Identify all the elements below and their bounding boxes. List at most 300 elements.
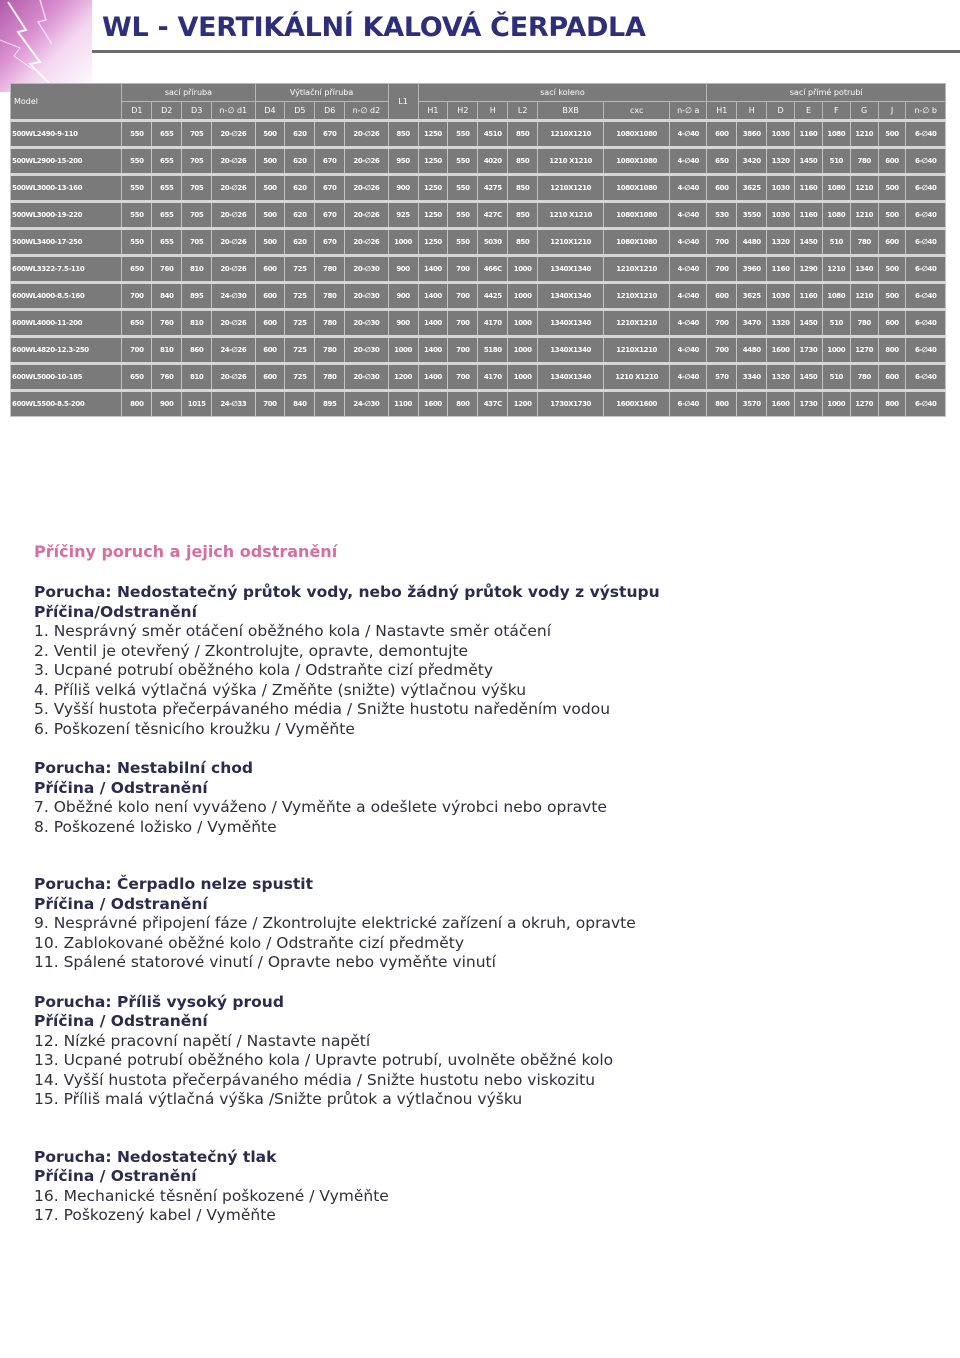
table-cell: 550 — [122, 121, 152, 148]
table-cell: 725 — [285, 310, 315, 337]
table-cell: 800 — [707, 391, 737, 417]
table-cell: 650 — [122, 310, 152, 337]
table-cell: 1015 — [182, 391, 212, 417]
table-cell: 1160 — [795, 175, 823, 202]
table-cell: 1340X1340 — [538, 256, 604, 283]
table-cell: 850 — [388, 121, 418, 148]
table-cell: 600 — [255, 337, 285, 364]
table-cell: 4-∅40 — [670, 256, 707, 283]
table-cell: 550 — [448, 148, 478, 175]
table-cell: 427C — [478, 202, 508, 229]
table-cell: 1400 — [418, 310, 448, 337]
table-cell: 3470 — [737, 310, 767, 337]
table-cell: 1600X1600 — [604, 391, 670, 417]
table-cell: 24-∅30 — [212, 283, 255, 310]
fault-block — [34, 875, 934, 973]
table-subheader-row — [11, 102, 946, 121]
table-row — [11, 256, 946, 283]
table-cell: 1320 — [767, 148, 795, 175]
table-cell: 20-∅26 — [212, 202, 255, 229]
table-cell: 700 — [122, 337, 152, 364]
table-cell: 1210X1210 — [604, 310, 670, 337]
table-cell: 670 — [315, 229, 345, 256]
table-cell: 620 — [285, 202, 315, 229]
table-cell: 20-∅26 — [212, 229, 255, 256]
remedy-item: 8. Poškozené ložisko / Vyměňte — [34, 817, 277, 836]
table-cell: 1160 — [795, 283, 823, 310]
table-body — [11, 121, 946, 417]
column-header-l1: L1 — [388, 84, 418, 121]
table-cell: 1270 — [850, 391, 878, 417]
table-cell: 950 — [388, 148, 418, 175]
table-cell: 20-∅26 — [345, 148, 388, 175]
table-cell: 700 — [448, 337, 478, 364]
column-header: cxc — [604, 102, 670, 121]
table-cell: 700 — [707, 229, 737, 256]
table-cell: 780 — [850, 148, 878, 175]
table-cell: 4480 — [737, 337, 767, 364]
remedy-item: 2. Ventil je otevřený / Zkontrolujte, opravte, demontujte — [34, 641, 469, 660]
remedy-item: 3. Ucpané potrubí oběžného kola / Odstraňte cizí předměty — [34, 661, 494, 679]
table-cell: 705 — [182, 229, 212, 256]
table-row — [11, 391, 946, 417]
table-cell: 6-∅40 — [906, 121, 946, 148]
table-cell: 1080 — [822, 283, 850, 310]
table-cell: 550 — [448, 121, 478, 148]
model-cell: 600WL3322-7.5-110 — [11, 256, 122, 283]
column-header: L2 — [508, 102, 538, 121]
table-cell: 1080 — [822, 175, 850, 202]
column-header: D5 — [285, 102, 315, 121]
table-cell: 620 — [285, 175, 315, 202]
column-header: n-∅ d2 — [345, 102, 388, 121]
table-row — [11, 148, 946, 175]
table-cell: 655 — [152, 175, 182, 202]
table-cell: 4-∅40 — [670, 337, 707, 364]
table-row — [11, 310, 946, 337]
table-cell: 24-∅33 — [212, 391, 255, 417]
table-cell: 1340X1340 — [538, 283, 604, 310]
table-cell: 725 — [285, 256, 315, 283]
table-cell: 840 — [152, 283, 182, 310]
table-cell: 700 — [255, 391, 285, 417]
table-cell: 1100 — [388, 391, 418, 417]
table-cell: 810 — [182, 256, 212, 283]
table-cell: 1210X1210 — [604, 283, 670, 310]
table-cell: 895 — [182, 283, 212, 310]
cause-label: Příčina / Odstranění — [34, 894, 208, 913]
table-cell: 1080 — [822, 202, 850, 229]
table-cell: 1080X1080 — [604, 229, 670, 256]
remedy-item: 10. Zablokované oběžné kolo / Odstraňte cizí předměty — [34, 933, 464, 952]
column-header-model: Model — [11, 84, 122, 121]
table-cell: 900 — [388, 175, 418, 202]
table-cell: 5030 — [478, 229, 508, 256]
table-cell: 20-∅30 — [345, 283, 388, 310]
remedy-item: 17. Poškozený kabel / Vyměňte — [34, 1206, 276, 1224]
table-cell: 1730 — [795, 337, 823, 364]
table-cell: 1210X1210 — [538, 121, 604, 148]
spec-table — [10, 83, 946, 417]
table-cell: 705 — [182, 202, 212, 229]
model-cell: 600WL5000-10-185 — [11, 364, 122, 391]
model-cell: 600WL4820-12.3-250 — [11, 337, 122, 364]
table-cell: 1000 — [508, 256, 538, 283]
table-cell: 466C — [478, 256, 508, 283]
table-cell: 700 — [448, 364, 478, 391]
table-cell: 700 — [707, 337, 737, 364]
table-cell: 600 — [255, 256, 285, 283]
table-cell: 800 — [878, 391, 906, 417]
table-cell: 655 — [152, 229, 182, 256]
table-cell: 1210X1210 — [604, 337, 670, 364]
table-cell: 860 — [182, 337, 212, 364]
fault-title: Porucha: Nestabilní chod — [34, 759, 253, 777]
table-cell: 550 — [448, 229, 478, 256]
table-cell: 4170 — [478, 310, 508, 337]
table-cell: 1340X1340 — [538, 364, 604, 391]
table-cell: 4-∅40 — [670, 121, 707, 148]
table-cell: 1600 — [418, 391, 448, 417]
table-cell: 6-∅40 — [906, 337, 946, 364]
table-cell: 6-∅40 — [906, 229, 946, 256]
column-header: H1 — [707, 102, 737, 121]
column-header: n-∅ b — [906, 102, 946, 121]
group-header-discharge-flange: Výtlační příruba — [255, 84, 388, 102]
table-cell: 780 — [850, 310, 878, 337]
table-cell: 600 — [878, 148, 906, 175]
table-cell: 1000 — [508, 283, 538, 310]
table-cell: 760 — [152, 310, 182, 337]
table-cell: 1400 — [418, 283, 448, 310]
fault-title: Porucha: Nedostatečný tlak — [34, 1147, 277, 1166]
cause-label: Příčina / Ostranění — [34, 1167, 197, 1185]
table-cell: 1340X1340 — [538, 310, 604, 337]
table-cell: 810 — [182, 310, 212, 337]
table-cell: 4275 — [478, 175, 508, 202]
table-cell: 725 — [285, 364, 315, 391]
fault-title: Porucha: Čerpadlo nelze spustit — [34, 875, 314, 893]
table-cell: 850 — [508, 202, 538, 229]
table-cell: 500 — [255, 202, 285, 229]
table-cell: 1080 — [822, 121, 850, 148]
table-cell: 24-∅26 — [212, 337, 255, 364]
table-cell: 620 — [285, 229, 315, 256]
fault-block — [34, 759, 934, 837]
table-cell: 550 — [448, 175, 478, 202]
column-header: BXB — [538, 102, 604, 121]
table-cell: 705 — [182, 121, 212, 148]
table-cell: 600 — [878, 310, 906, 337]
table-cell: 20-∅26 — [212, 364, 255, 391]
table-cell: 1080X1080 — [604, 148, 670, 175]
remedy-item: 5. Vyšší hustota přečerpávaného média / Snižte hustotu naředěním vodou — [34, 700, 611, 718]
table-cell: 780 — [315, 310, 345, 337]
table-cell: 4-∅40 — [670, 202, 707, 229]
table-cell: 1210 — [850, 202, 878, 229]
table-row — [11, 175, 946, 202]
table-cell: 20-∅26 — [212, 148, 255, 175]
table-cell: 1400 — [418, 256, 448, 283]
table-cell: 4-∅40 — [670, 310, 707, 337]
table-cell: 1730 — [795, 391, 823, 417]
model-cell: 500WL2490-9-110 — [11, 121, 122, 148]
table-cell: 655 — [152, 121, 182, 148]
table-cell: 500 — [878, 175, 906, 202]
remedy-item: 15. Příliš malá výtlačná výška /Snižte průtok a výtlačnou výšku — [34, 1090, 523, 1108]
table-cell: 4480 — [737, 229, 767, 256]
table-cell: 4170 — [478, 364, 508, 391]
table-cell: 550 — [122, 148, 152, 175]
table-cell: 925 — [388, 202, 418, 229]
table-cell: 1160 — [767, 256, 795, 283]
table-cell: 20-∅26 — [212, 175, 255, 202]
table-cell: 550 — [122, 202, 152, 229]
table-cell: 1030 — [767, 202, 795, 229]
table-cell: 780 — [315, 364, 345, 391]
fault-title: Porucha: Nedostatečný průtok vody, nebo žádný průtok vody z výstupu — [34, 583, 660, 601]
column-header: F — [822, 102, 850, 121]
table-cell: 800 — [122, 391, 152, 417]
column-header: H2 — [448, 102, 478, 121]
table-cell: 1000 — [508, 310, 538, 337]
table-cell: 1340 — [850, 256, 878, 283]
table-cell: 1210X1210 — [538, 229, 604, 256]
column-header: H — [478, 102, 508, 121]
table-cell: 650 — [707, 148, 737, 175]
table-cell: 620 — [285, 148, 315, 175]
troubleshooting-blocks — [34, 583, 934, 1226]
table-cell: 1450 — [795, 310, 823, 337]
table-cell: 1000 — [388, 337, 418, 364]
table-cell: 780 — [850, 364, 878, 391]
remedy-item: 16. Mechanické těsnění poškozené / Vyměňte — [34, 1186, 389, 1205]
table-cell: 1200 — [508, 391, 538, 417]
table-cell: 6-∅40 — [906, 310, 946, 337]
table-cell: 1080X1080 — [604, 202, 670, 229]
table-cell: 760 — [152, 364, 182, 391]
table-cell: 1030 — [767, 175, 795, 202]
table-cell: 600 — [255, 283, 285, 310]
table-cell: 800 — [448, 391, 478, 417]
table-cell: 1210 X1210 — [538, 202, 604, 229]
table-cell: 6-∅40 — [906, 364, 946, 391]
model-cell: 600WL4000-11-200 — [11, 310, 122, 337]
lightning-decoration — [0, 0, 92, 92]
table-cell: 4-∅40 — [670, 148, 707, 175]
table-cell: 500 — [255, 175, 285, 202]
table-cell: 725 — [285, 283, 315, 310]
page-title: WL - VERTIKÁLNÍ KALOVÁ ČERPADLA — [102, 12, 646, 43]
table-cell: 650 — [122, 256, 152, 283]
column-header: H1 — [418, 102, 448, 121]
table-cell: 5180 — [478, 337, 508, 364]
table-group-header-row — [11, 84, 946, 102]
table-cell: 600 — [255, 364, 285, 391]
table-cell: 840 — [285, 391, 315, 417]
table-cell: 3550 — [737, 202, 767, 229]
column-header: D3 — [182, 102, 212, 121]
remedy-item: 1. Nesprávný směr otáčení oběžného kola / Nastavte směr otáčení — [34, 622, 552, 640]
table-cell: 500 — [878, 283, 906, 310]
table-cell: 1320 — [767, 229, 795, 256]
table-cell: 510 — [822, 229, 850, 256]
table-cell: 6-∅40 — [670, 391, 707, 417]
table-cell: 4-∅40 — [670, 283, 707, 310]
table-cell: 780 — [850, 229, 878, 256]
table-cell: 20-∅30 — [345, 256, 388, 283]
table-cell: 550 — [448, 202, 478, 229]
table-cell: 1000 — [508, 364, 538, 391]
remedy-item: 7. Oběžné kolo není vyváženo / Vyměňte a odešlete výrobci nebo opravte — [34, 798, 607, 816]
fault-block — [34, 1148, 934, 1226]
table-cell: 20-∅30 — [345, 310, 388, 337]
cause-label: Příčina / Odstranění — [34, 1012, 208, 1030]
model-cell: 600WL4000-8.5-160 — [11, 283, 122, 310]
table-cell: 600 — [878, 364, 906, 391]
column-header: D6 — [315, 102, 345, 121]
table-cell: 700 — [122, 283, 152, 310]
table-cell: 700 — [448, 310, 478, 337]
table-cell: 3960 — [737, 256, 767, 283]
table-cell: 1730X1730 — [538, 391, 604, 417]
column-header: D4 — [255, 102, 285, 121]
table-cell: 1160 — [795, 202, 823, 229]
model-cell: 500WL3000-13-160 — [11, 175, 122, 202]
cause-label: Příčina / Odstranění — [34, 778, 208, 797]
table-cell: 1340X1340 — [538, 337, 604, 364]
lightning-icon — [0, 0, 92, 92]
table-cell: 4425 — [478, 283, 508, 310]
column-header: H — [737, 102, 767, 121]
table-cell: 1320 — [767, 310, 795, 337]
table-cell: 6-∅40 — [906, 148, 946, 175]
table-cell: 20-∅26 — [345, 121, 388, 148]
table-cell: 1200 — [388, 364, 418, 391]
table-cell: 800 — [878, 337, 906, 364]
table-cell: 6-∅40 — [906, 202, 946, 229]
table-cell: 1030 — [767, 121, 795, 148]
table-cell: 705 — [182, 148, 212, 175]
table-cell: 850 — [508, 175, 538, 202]
column-header: D2 — [152, 102, 182, 121]
table-cell: 1000 — [822, 391, 850, 417]
table-cell: 670 — [315, 202, 345, 229]
table-cell: 500 — [878, 121, 906, 148]
table-cell: 1210 — [850, 175, 878, 202]
table-cell: 500 — [878, 256, 906, 283]
table-cell: 900 — [152, 391, 182, 417]
table-cell: 550 — [122, 175, 152, 202]
troubleshooting-heading: Příčiny poruch a jejich odstranění — [34, 542, 338, 561]
table-cell: 4-∅40 — [670, 364, 707, 391]
model-cell: 500WL3000-19-220 — [11, 202, 122, 229]
table-cell: 20-∅26 — [345, 229, 388, 256]
model-cell: 500WL3400-17-250 — [11, 229, 122, 256]
table-cell: 725 — [285, 337, 315, 364]
table-cell: 810 — [152, 337, 182, 364]
table-cell: 1160 — [795, 121, 823, 148]
table-cell: 6-∅40 — [906, 391, 946, 417]
table-cell: 20-∅26 — [345, 202, 388, 229]
table-cell: 1250 — [418, 121, 448, 148]
table-cell: 6-∅40 — [906, 256, 946, 283]
table-cell: 600 — [707, 175, 737, 202]
table-cell: 780 — [315, 256, 345, 283]
table-cell: 437C — [478, 391, 508, 417]
table-cell: 1080X1080 — [604, 175, 670, 202]
table-row — [11, 283, 946, 310]
table-cell: 700 — [707, 256, 737, 283]
cause-label: Příčina/Odstranění — [34, 602, 197, 621]
table-cell: 1210 — [822, 256, 850, 283]
table-cell: 700 — [707, 310, 737, 337]
table-cell: 6-∅40 — [906, 175, 946, 202]
table-row — [11, 337, 946, 364]
column-header: D1 — [122, 102, 152, 121]
remedy-item: 13. Ucpané potrubí oběžného kola / Upravte potrubí, uvolněte oběžné kolo — [34, 1051, 614, 1069]
table-cell: 810 — [182, 364, 212, 391]
remedy-item: 14. Vyšší hustota přečerpávaného média / Snižte hustotu nebo viskozitu — [34, 1070, 596, 1089]
table-cell: 500 — [878, 202, 906, 229]
column-header: n-∅ a — [670, 102, 707, 121]
table-cell: 3570 — [737, 391, 767, 417]
table-cell: 780 — [315, 283, 345, 310]
table-cell: 700 — [448, 283, 478, 310]
table-cell: 3625 — [737, 283, 767, 310]
column-header: n-∅ d1 — [212, 102, 255, 121]
table-cell: 1270 — [850, 337, 878, 364]
table-cell: 600 — [707, 283, 737, 310]
table-cell: 780 — [315, 337, 345, 364]
table-cell: 4-∅40 — [670, 229, 707, 256]
table-cell: 1210 — [850, 283, 878, 310]
table-cell: 1450 — [795, 364, 823, 391]
table-cell: 900 — [388, 256, 418, 283]
table-cell: 670 — [315, 148, 345, 175]
table-cell: 510 — [822, 364, 850, 391]
table-cell: 1450 — [795, 148, 823, 175]
table-cell: 4020 — [478, 148, 508, 175]
table-cell: 4510 — [478, 121, 508, 148]
table-cell: 500 — [255, 229, 285, 256]
table-cell: 6-∅40 — [906, 283, 946, 310]
table-cell: 3625 — [737, 175, 767, 202]
table-cell: 600 — [255, 310, 285, 337]
group-header-suction-elbow: sací koleno — [418, 84, 707, 102]
column-header: E — [795, 102, 823, 121]
table-cell: 655 — [152, 148, 182, 175]
column-header: D — [767, 102, 795, 121]
table-cell: 1000 — [822, 337, 850, 364]
remedy-item: 4. Příliš velká výtlačná výška / Změňte (snižte) výtlačnou výšku — [34, 680, 527, 699]
table-row — [11, 364, 946, 391]
table-cell: 1250 — [418, 148, 448, 175]
table-cell: 1600 — [767, 391, 795, 417]
table-cell: 895 — [315, 391, 345, 417]
table-cell: 4-∅40 — [670, 175, 707, 202]
table-cell: 20-∅26 — [345, 175, 388, 202]
model-cell: 600WL5500-8.5-200 — [11, 391, 122, 417]
table-cell: 1210 X1210 — [604, 364, 670, 391]
table-cell: 510 — [822, 148, 850, 175]
table-cell: 1210 — [850, 121, 878, 148]
model-cell: 500WL2900-15-200 — [11, 148, 122, 175]
table-cell: 1210 X1210 — [538, 148, 604, 175]
table-cell: 1400 — [418, 337, 448, 364]
table-cell: 670 — [315, 121, 345, 148]
table-cell: 1290 — [795, 256, 823, 283]
